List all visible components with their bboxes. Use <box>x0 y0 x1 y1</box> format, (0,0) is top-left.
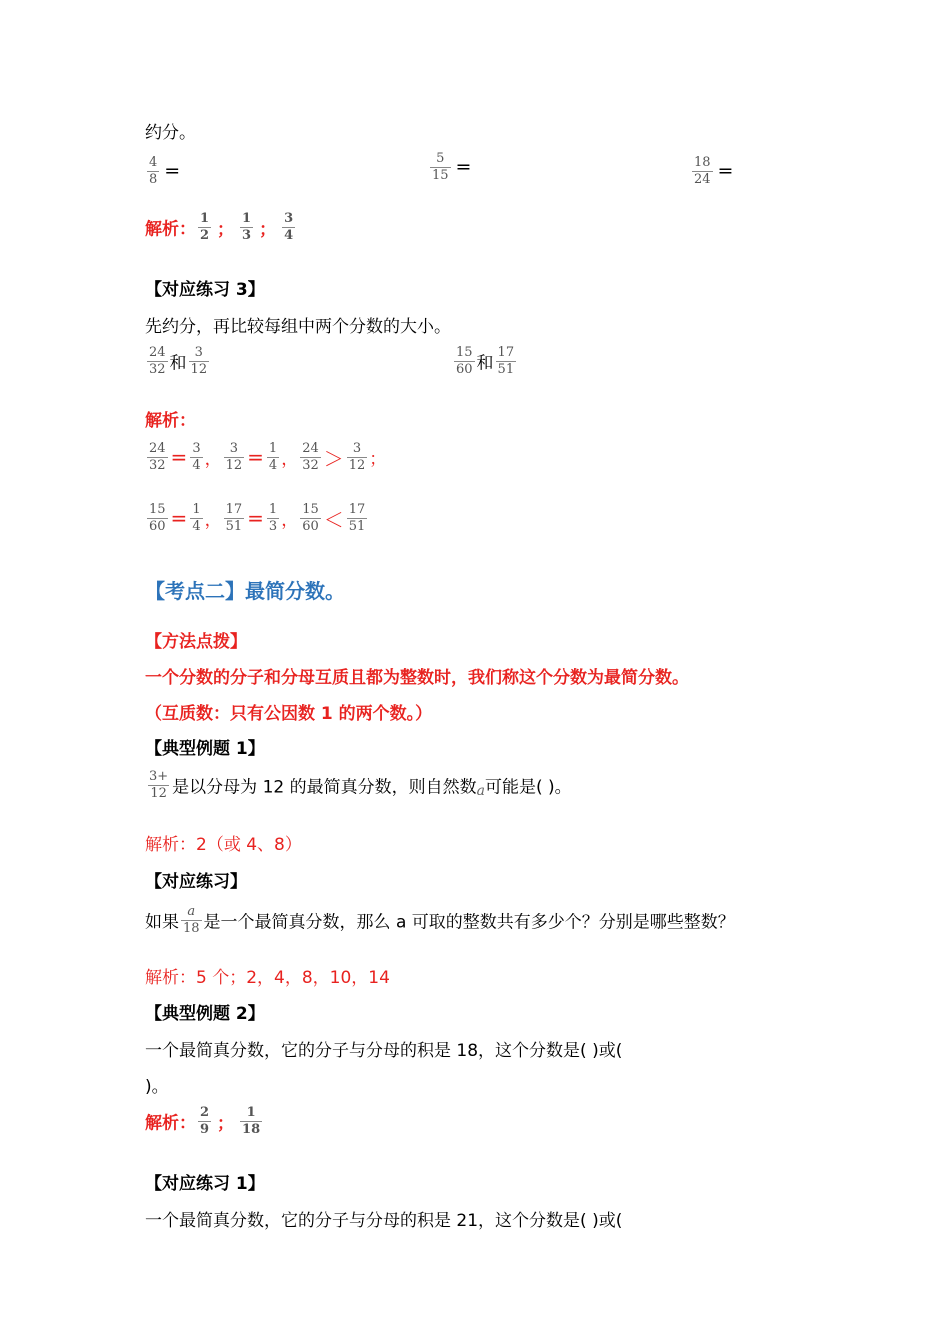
kaodian2-heading: 【考点二】最简分数。 <box>145 579 345 603</box>
fraction: $\frac{a}{18}$ <box>183 904 200 936</box>
fraction: $\frac{17}{51}$ <box>497 345 515 377</box>
fraction: $\frac{2}{9}$ <box>200 1105 210 1137</box>
practice3-answer-line-2: $\frac{15}{60}$ = $\frac{1}{4}$ ， $\frac{17}{51}$ = $\frac{1}{3}$ ， $\frac{15}{60}$ ＜ $\frac{17}{51}$ <box>149 502 366 534</box>
example1-question: $\frac{3+}{12}$ 是以分母为 12 的最简真分数，则自然数$_a$可能是( )。 <box>149 769 572 801</box>
fraction: $\frac{1}{3}$ <box>242 211 252 243</box>
reduce-problem-3: $\frac{18}{24}$ = <box>694 155 734 187</box>
fraction: $\frac{18}{24}$ <box>694 155 711 187</box>
example1-answer: 解析：2（或 4、8） <box>145 835 302 855</box>
example2-answer: 解析： $\frac{2}{9}$ ； $\frac{1}{18}$ <box>145 1105 261 1137</box>
fraction: $\frac{3+}{12}$ <box>149 769 169 801</box>
practice1-question-line-1: 一个最简真分数，它的分子与分母的积是 21，这个分数是( )或( <box>145 1211 623 1231</box>
practice3-title: 【对应练习 3】 <box>145 280 265 300</box>
practice-answer: 解析：5 个；2，4，8，10，14 <box>145 968 390 988</box>
fraction: $\frac{24}{32}$ <box>149 345 166 377</box>
fraction: $\frac{3}{12}$ <box>190 345 208 377</box>
practice3-pair-2: $\frac{15}{60}$ 和 $\frac{17}{51}$ <box>456 345 515 377</box>
practice3-answer-label: 解析： <box>145 411 196 431</box>
reduce-problem-1: $\frac{4}{8}$ = <box>149 155 181 187</box>
method-line-1: 一个分数的分子和分母互质且都为整数时，我们称这个分数为最简分数。 <box>145 668 689 688</box>
reduce-problem-2: $\frac{5}{15}$ = <box>432 151 472 183</box>
reduce-intro: 约分。 <box>145 123 196 143</box>
fraction: $\frac{5}{15}$ <box>432 151 449 183</box>
fraction: $\frac{15}{60}$ <box>456 345 473 377</box>
practice3-pair-1: $\frac{24}{32}$ 和 $\frac{3}{12}$ <box>149 345 208 377</box>
example2-question-line-2: )。 <box>145 1077 169 1097</box>
reduce-answer: 解析： $\frac{1}{2}$ ； $\frac{1}{3}$ ； $\frac{3}{4}$ <box>145 211 294 243</box>
practice3-prompt: 先约分，再比较每组中两个分数的大小。 <box>145 317 451 337</box>
variable-a: a <box>476 783 485 800</box>
practice3-answer-line-1: $\frac{24}{32}$ = $\frac{3}{4}$ ， $\frac{3}{12}$ = $\frac{1}{4}$ ， $\frac{24}{32}$ ＞ $\frac{3}{12}$ ； <box>149 441 387 473</box>
fraction: $\frac{3}{4}$ <box>284 211 294 243</box>
practice-title: 【对应练习】 <box>145 872 247 892</box>
method-title: 【方法点拨】 <box>145 632 247 652</box>
example2-question-line-1: 一个最简真分数，它的分子与分母的积是 18，这个分数是( )或( <box>145 1041 623 1061</box>
practice-question: 如果 $\frac{a}{18}$ 是一个最简真分数，那么 a 可取的整数共有多少个？分别是哪些整数？ <box>145 904 735 936</box>
fraction: $\frac{4}{8}$ <box>149 155 158 187</box>
practice1-title: 【对应练习 1】 <box>145 1174 265 1194</box>
example1-title: 【典型例题 1】 <box>145 739 265 759</box>
method-line-2: （互质数：只有公因数 1 的两个数。） <box>145 704 433 724</box>
fraction: $\frac{1}{18}$ <box>242 1105 261 1137</box>
fraction: $\frac{1}{2}$ <box>200 211 210 243</box>
example2-title: 【典型例题 2】 <box>145 1004 265 1024</box>
